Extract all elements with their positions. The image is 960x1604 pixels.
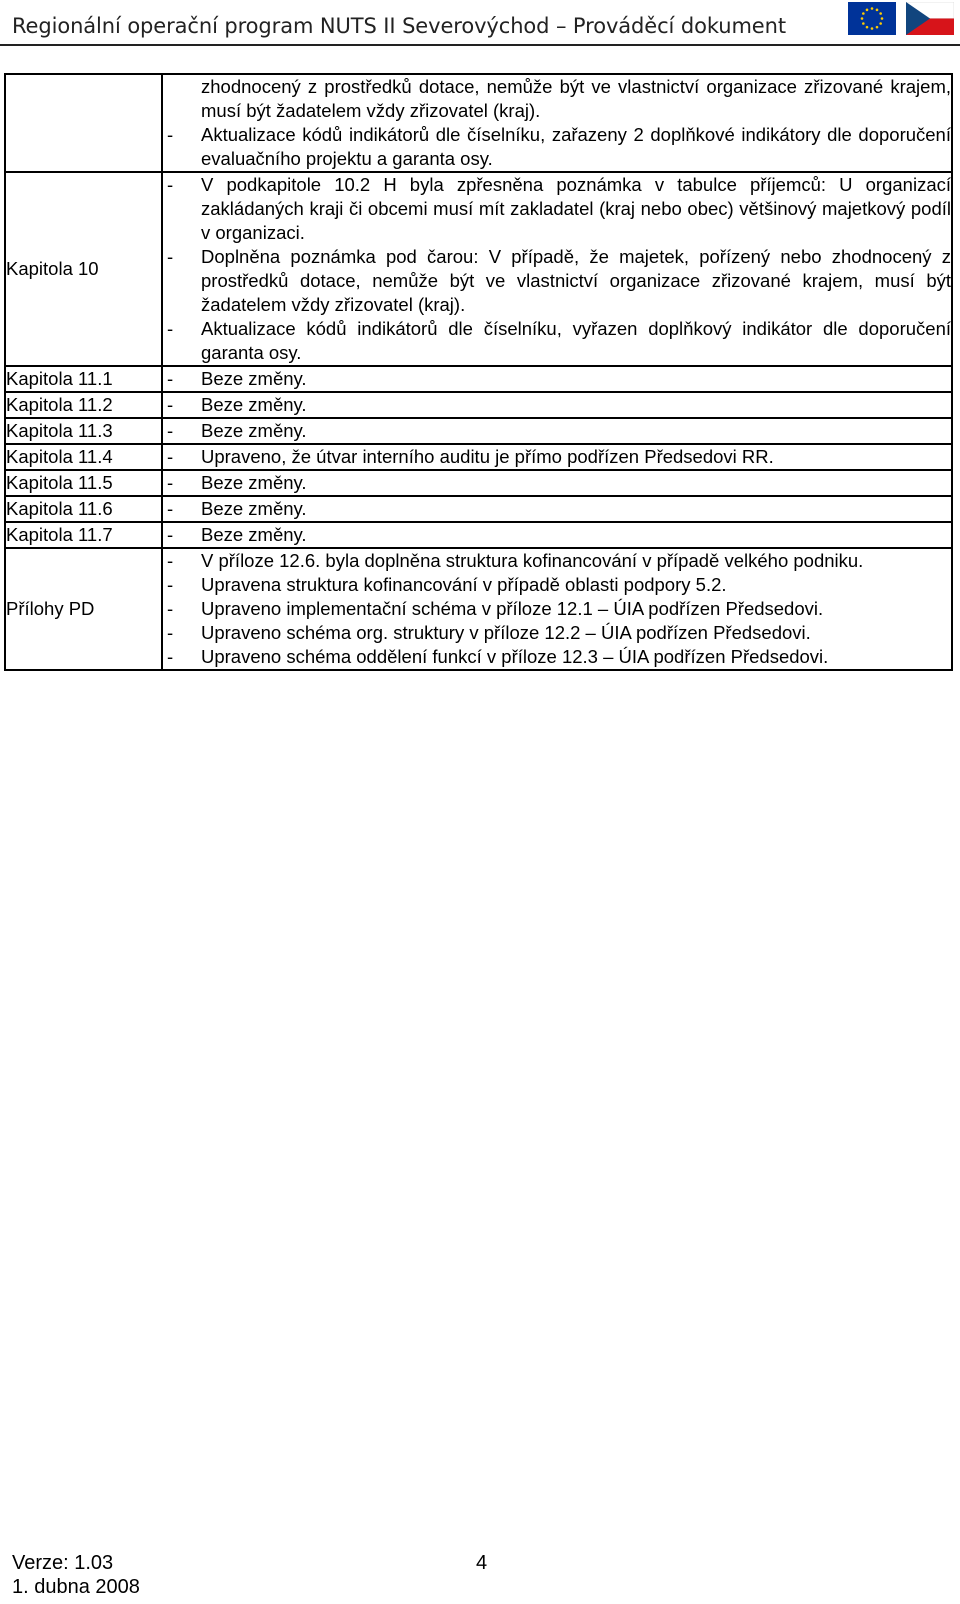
change-description-cell xyxy=(162,496,952,522)
table-row xyxy=(5,392,952,418)
eu-star-icon xyxy=(862,22,865,25)
eu-star-icon xyxy=(876,26,879,29)
document-header-title: Regionální operační program NUTS II Severovýchod – Prováděcí dokument xyxy=(12,14,786,38)
list-item: - Doplněna poznámka pod čarou: V případě, že majetek, pořízený nebo zhodnocený z prostředků dotace, nemůže být ve vlastnictví organizace zřizované krajem, musí být žadatelem vždy zřizovatel (kraj). xyxy=(163,245,951,317)
eu-star-icon xyxy=(866,9,869,12)
list-item: - Upraveno schéma oddělení funkcí v příloze 12.3 – ÚIA podřízen Předsedovi. xyxy=(163,645,951,669)
change-description-cell xyxy=(162,392,952,418)
change-list xyxy=(163,471,951,495)
eu-star-icon xyxy=(862,12,865,15)
table-row xyxy=(5,548,952,670)
change-list xyxy=(163,367,951,391)
czech-flag-icon xyxy=(906,2,954,35)
list-item: - Beze změny. xyxy=(163,497,951,521)
footer-version-block xyxy=(12,1551,140,1599)
changes-table xyxy=(4,73,953,671)
eu-star-icon xyxy=(871,27,874,30)
chapter-cell: Kapitola 11.3 xyxy=(5,418,162,444)
eu-star-icon xyxy=(866,26,869,29)
list-item: - Beze změny. xyxy=(163,367,951,391)
chapter-cell: Kapitola 10 xyxy=(5,172,162,366)
change-list xyxy=(163,445,951,469)
eu-star-icon xyxy=(879,12,882,15)
change-list xyxy=(163,523,951,547)
table-row xyxy=(5,366,952,392)
chapter-cell: Kapitola 11.1 xyxy=(5,366,162,392)
change-description-cell xyxy=(162,470,952,496)
chapter-cell: Kapitola 11.4 xyxy=(5,444,162,470)
list-item: - Beze změny. xyxy=(163,471,951,495)
table-row xyxy=(5,522,952,548)
list-item: - V příloze 12.6. byla doplněna struktura kofinancování v případě velkého podniku. xyxy=(163,549,951,573)
table-row xyxy=(5,496,952,522)
chapter-cell xyxy=(5,74,162,172)
list-item: - Upraveno, že útvar interního auditu je přímo podřízen Předsedovi RR. xyxy=(163,445,951,469)
footer-version: Verze: 1.03 xyxy=(12,1552,114,1574)
table-row xyxy=(5,418,952,444)
chapter-cell: Kapitola 11.5 xyxy=(5,470,162,496)
footer-page-number: 4 xyxy=(476,1552,488,1574)
eu-star-icon xyxy=(871,7,874,10)
list-item: - Beze změny. xyxy=(163,419,951,443)
list-item: - Aktualizace kódů indikátorů dle číselníku, vyřazen doplňkový indikátor dle doporučení garanta osy. xyxy=(163,317,951,365)
list-item: - Beze změny. xyxy=(163,393,951,417)
chapter-cell: Kapitola 11.7 xyxy=(5,522,162,548)
change-description-cell xyxy=(162,172,952,366)
chapter-cell: Kapitola 11.6 xyxy=(5,496,162,522)
change-description-cell xyxy=(162,366,952,392)
list-item: zhodnocený z prostředků dotace, nemůže být ve vlastnictví organizace zřizované krajem, musí být žadatelem vždy zřizovatel (kraj). xyxy=(201,76,951,121)
list-item: - Upraveno implementační schéma v příloze 12.1 – ÚIA podřízen Předsedovi. xyxy=(163,597,951,621)
table-row xyxy=(5,172,952,366)
table-row xyxy=(5,74,952,172)
change-description-cell xyxy=(162,548,952,670)
footer-date: 1. dubna 2008 xyxy=(12,1576,140,1598)
change-list xyxy=(163,75,951,171)
list-item: - Beze změny. xyxy=(163,523,951,547)
list-item: - Upraveno schéma org. struktury v příloze 12.2 – ÚIA podřízen Předsedovi. xyxy=(163,621,951,645)
eu-flag-icon xyxy=(848,2,896,35)
change-description-cell xyxy=(162,444,952,470)
list-item: - V podkapitole 10.2 H byla zpřesněna poznámka v tabulce příjemců: U organizací zakládaných kraji či obcemi musí mít zakladatel (kraj nebo obec) většinový majetkový podíl v organizaci. xyxy=(163,173,951,245)
eu-star-icon xyxy=(881,17,884,20)
table-row xyxy=(5,444,952,470)
change-description-cell xyxy=(162,418,952,444)
change-list xyxy=(163,497,951,521)
change-description-cell xyxy=(162,74,952,172)
header-divider xyxy=(0,44,960,46)
eu-star-icon xyxy=(876,9,879,12)
change-list xyxy=(163,419,951,443)
list-item: - Aktualizace kódů indikátorů dle číselníku, zařazeny 2 doplňkové indikátory dle doporučení evaluačního projektu a garanta osy. xyxy=(163,123,951,171)
chapter-cell: Kapitola 11.2 xyxy=(5,392,162,418)
change-list xyxy=(163,549,951,669)
change-list xyxy=(163,173,951,365)
change-list xyxy=(163,393,951,417)
eu-star-icon xyxy=(879,22,882,25)
change-description-cell xyxy=(162,522,952,548)
list-item: - Upravena struktura kofinancování v případě oblasti podpory 5.2. xyxy=(163,573,951,597)
chapter-cell: Přílohy PD xyxy=(5,548,162,670)
eu-star-icon xyxy=(861,17,864,20)
table-row xyxy=(5,470,952,496)
